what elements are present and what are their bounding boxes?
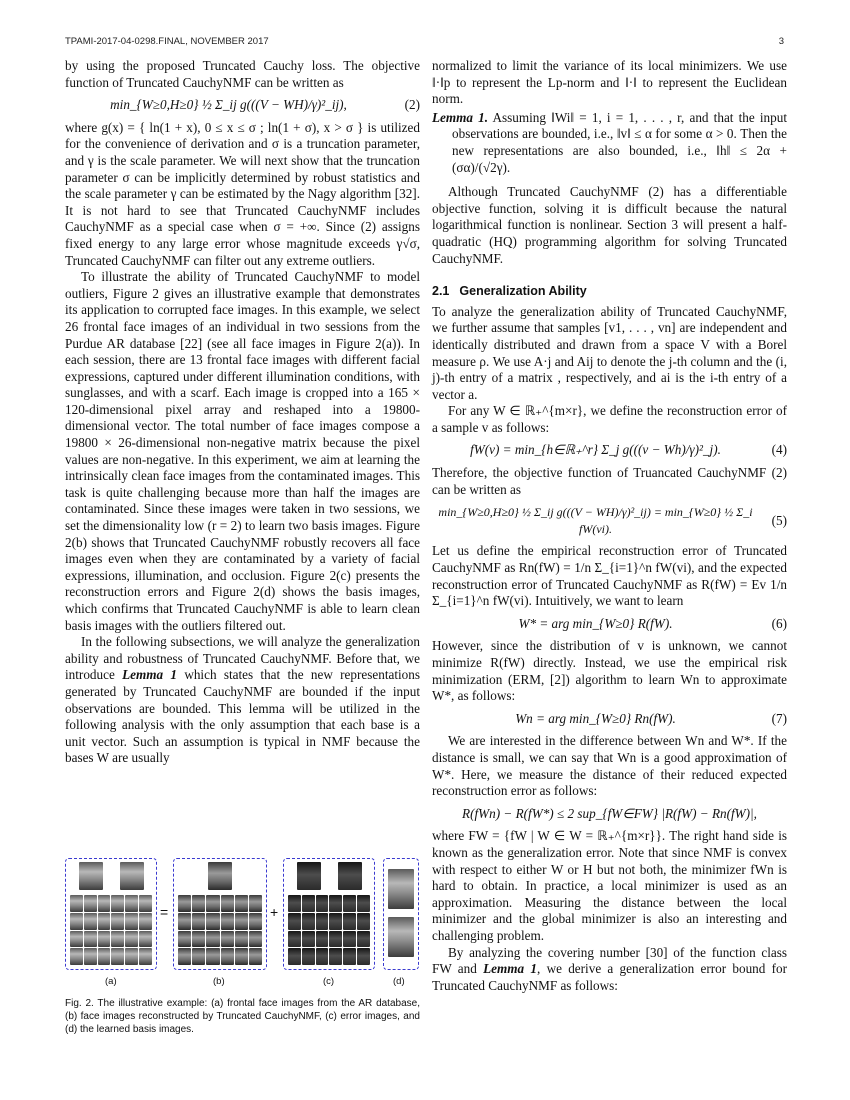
face-thumbnail: [84, 895, 97, 912]
face-thumbnail: [111, 948, 124, 965]
equation-number: (4): [771, 442, 787, 458]
equation-5: [432, 504, 787, 537]
face-thumbnail: [70, 931, 83, 948]
face-image: [120, 862, 144, 890]
face-thumbnail: [192, 948, 205, 965]
face-thumbnail: [329, 948, 342, 965]
right-column: [432, 58, 787, 994]
panel-label-d: (d): [393, 976, 405, 987]
face-thumbnail: [111, 913, 124, 930]
face-thumbnail: [249, 948, 262, 965]
face-thumbnail: [206, 931, 219, 948]
face-thumbnail: [192, 895, 205, 912]
paragraph: by using the proposed Truncated Cauchy loss. The objective function of Truncated CauchyNMF can be written as: [65, 58, 420, 90]
basis-image: [388, 917, 414, 957]
paragraph-text: In the following subsections, we will analyze the generalization ability and robustness of Truncated CauchyNMF. Before that, we introduce: [65, 634, 420, 683]
equals-sign: =: [160, 904, 169, 920]
face-thumbnail: [178, 895, 191, 912]
paragraph: We are interested in the difference between Wn and W*. If the distance is small, we can say that Wn is a good approximation of W*. Here, we measure the distance of their reduced expected reconstruction error as follows:: [432, 733, 787, 799]
equation-6: [432, 616, 787, 633]
face-image: [297, 862, 321, 890]
panel-label-c: (c): [323, 976, 335, 987]
face-thumbnail: [357, 948, 370, 965]
equation-body: fW(v) = min_{h∈ℝ₊^r} Σ_j g(((v − Wh)/γ)²_j).: [470, 442, 721, 458]
face-thumbnail: [192, 931, 205, 948]
face-thumbnail: [316, 913, 329, 930]
face-thumbnail: [139, 948, 152, 965]
face-thumbnail: [125, 895, 138, 912]
face-thumbnail: [302, 931, 315, 948]
equation-number: (5): [771, 512, 787, 528]
panel-a-original-faces: [65, 858, 157, 970]
basis-image: [388, 869, 414, 909]
face-thumbnail: [111, 895, 124, 912]
panel-c-error-images: [283, 858, 375, 970]
paragraph: For any W ∈ ℝ₊^{m×r}, we define the reconstruction error of a sample v as follows:: [432, 403, 787, 435]
paragraph-text: By analyzing the covering number [30] of the function class FW and: [432, 944, 787, 977]
face-thumbnail: [343, 913, 356, 930]
face-thumbnail: [357, 895, 370, 912]
face-thumbnail: [288, 895, 301, 912]
page-number: 3: [778, 36, 784, 47]
face-thumbnail: [98, 948, 111, 965]
paragraph: where FW = {fW | W ∈ W = ℝ₊^{m×r}}. The right hand side is known as the generalization error. Note that since NMF is convex with respect to either W or H but not both, the minimizer fWn is hard to obtain. In practice, a local minimizer is used as an approximation. Measuring the distance between the local minimizer and the global minimizer is also an interesting and challenging problem.: [432, 828, 787, 943]
equation-bound: [432, 806, 787, 823]
face-thumbnail: [70, 895, 83, 912]
lemma-1: [432, 110, 787, 176]
face-thumbnail: [249, 931, 262, 948]
section-title: Generalization Ability: [459, 284, 587, 299]
face-thumbnail: [343, 948, 356, 965]
face-thumbnail: [288, 913, 301, 930]
face-thumbnail: [235, 931, 248, 948]
face-thumbnail: [316, 931, 329, 948]
face-thumbnail: [98, 913, 111, 930]
face-thumbnail: [84, 948, 97, 965]
figure-2: [65, 858, 420, 1035]
paragraph: Although Truncated CauchyNMF (2) has a differentiable objective function, solving it is difficult because the natural logarithmical function is nonlinear. Section 3 will present a half-quadratic (HQ) programming algorithm for solving Truncated CauchyNMF.: [432, 184, 787, 266]
equation-body: min_{W≥0,H≥0} ½ Σ_ij g(((V − WH)/γ)²_ij) = min_{W≥0} ½ Σ_i fW(vi).: [438, 505, 753, 536]
paragraph: [65, 634, 420, 767]
lemma-reference: Lemma 1: [122, 667, 178, 683]
face-thumbnail: [302, 913, 315, 930]
face-thumbnail: [70, 913, 83, 930]
face-thumbnail: [98, 931, 111, 948]
equation-number: (2): [404, 97, 420, 113]
face-thumbnail: [84, 931, 97, 948]
face-thumbnail: [235, 913, 248, 930]
equation-body: Wn = arg min_{W≥0} Rn(fW).: [515, 710, 676, 726]
lemma-reference: Lemma 1: [483, 961, 538, 977]
paragraph: [432, 945, 787, 995]
paragraph: To analyze the generalization ability of Truncated CauchyNMF, we further assume that samples [v1, . . . , vn] are independent and identically distributed and drawn from a space V with a Borel measure ρ. We use A·j and Aij to denote the j-th column and the (i, j)-th entry of a matrix , respectively, and ai is the i-th entry of a vector a.: [432, 303, 787, 402]
face-thumbnail: [288, 948, 301, 965]
face-thumbnail: [235, 948, 248, 965]
lemma-label: Lemma 1.: [432, 109, 489, 125]
equation-body: R(fWn) − R(fW*) ≤ 2 sup_{fW∈FW} |R(fW) − Rn(fW)|,: [462, 805, 757, 821]
paragraph: However, since the distribution of v is unknown, we cannot minimize R(fW) directly. Instead, we use the empirical risk minimization (ERM, [2]) algorithm to learn Wn to approximate W*, as follows:: [432, 638, 787, 704]
equation-2: [65, 97, 420, 114]
paragraph: To illustrate the ability of Truncated CauchyNMF to model outliers, Figure 2 gives an illustrative example that demonstrates its application to corrupted face images. In this example, we select 26 frontal face images of an individual in two sessions from the Purdue AR database [22] (see all face images in Figure 2(a)). In each session, there are 13 frontal face images with different facial expressions, captured under different illumination conditions, with sunglasses, and with a scarf. Each image is cropped into a 165 × 120-dimensional pixel array and reshaped into a 19800-dimensional vector. The total number of face images compose a 19800 × 26-dimensional non-negative matrix because the pixel values are non-negative. In this experiment, we aim at learning the intrinsically clean face images from the contaminated images. This task is quite challenging because more than half the images are contaminated. Since these images were taken in two sessions, we set the dimensionality low (r = 2) to learn two basis images. Figure 2(b) shows that Truncated CauchyNMF robustly recovers all face images even when they are contaminated by a variety of facial expressions, illumination, and occlusion. Figure 2(c) presents the reconstruction errors and Figure 2(d) shows the basis images, which confirms that Truncated CauchyNMF is able to learn clean basis images with the outliers filtered out.: [65, 269, 420, 633]
face-thumbnail: [70, 948, 83, 965]
face-thumbnail: [221, 948, 234, 965]
face-thumbnail: [206, 948, 219, 965]
face-thumbnail: [249, 895, 262, 912]
face-thumbnail: [249, 913, 262, 930]
figure-panels: [65, 858, 420, 968]
equation-7: [432, 711, 787, 728]
face-thumbnail: [221, 913, 234, 930]
face-image: [208, 862, 232, 890]
paragraph: Let us define the empirical reconstruction error of Truncated CauchyNMF as Rn(fW) = 1/n Σ_{i=1}^n fW(vi), and the expected reconstruction error of Truncated CauchyNMF as R(fW) = Ev 1/n Σ_{i=1}^n fW(vi). Intuitively, we want to learn: [432, 543, 787, 609]
face-thumbnail: [221, 895, 234, 912]
face-thumbnail: [302, 948, 315, 965]
left-column: [65, 58, 420, 767]
face-thumbnail: [139, 913, 152, 930]
face-thumbnail: [316, 895, 329, 912]
face-thumbnail: [98, 895, 111, 912]
equation-body: min_{W≥0,H≥0} ½ Σ_ij g(((V − WH)/γ)²_ij),: [110, 97, 347, 113]
face-thumbnail: [111, 931, 124, 948]
panel-b-reconstructed-faces: [173, 858, 267, 970]
face-thumbnail: [206, 913, 219, 930]
lemma-text: Assuming ‖Wi‖ = 1, i = 1, . . . , r, and that the input observations are bounded, i.e., ‖v‖ ≤ α for some α > 0. Then the new representations are also bounded, i.e., ‖h‖ ≤ 2α + (σα)/(√2γ).: [452, 109, 787, 175]
paragraph-text: which states that the new representations generated by Truncated CauchyNMF are bounded if the input observations are bounded. This lemma will be utilized in the following analysis with the only assumption that each base is a unit vector. Such an assumption is typical in NMF because the bases W are usually: [65, 667, 420, 766]
equation-number: (7): [771, 710, 787, 726]
figure-caption: Fig. 2. The illustrative example: (a) frontal face images from the AR database, (b) face images reconstructed by Truncated CauchyNMF, (c) error images, and (d) the learned basis images.: [65, 998, 420, 1035]
face-thumbnail: [329, 931, 342, 948]
face-thumbnail: [288, 931, 301, 948]
paragraph-text: , we derive a generalization error bound for Truncated CauchyNMF as follows:: [432, 961, 787, 993]
face-thumbnail: [357, 913, 370, 930]
face-thumbnail: [343, 895, 356, 912]
face-thumbnail: [125, 948, 138, 965]
face-thumbnail: [329, 895, 342, 912]
equation-body: W* = arg min_{W≥0} R(fW).: [518, 615, 673, 631]
equation-number: (6): [771, 615, 787, 631]
face-thumbnail: [316, 948, 329, 965]
face-thumbnail: [343, 931, 356, 948]
face-thumbnail: [178, 948, 191, 965]
face-thumbnail: [235, 895, 248, 912]
face-thumbnail: [178, 931, 191, 948]
face-thumbnail: [139, 895, 152, 912]
face-thumbnail: [178, 913, 191, 930]
face-thumbnail: [139, 931, 152, 948]
face-image: [338, 862, 362, 890]
plus-sign: +: [270, 904, 279, 920]
face-thumbnail: [125, 913, 138, 930]
section-heading: [432, 283, 787, 300]
face-thumbnail: [192, 913, 205, 930]
paragraph: Therefore, the objective function of Truancated CauchyNMF (2) can be written as: [432, 465, 787, 497]
paragraph: normalized to limit the variance of its local minimizers. We use ‖·‖p to represent the Lp-norm and ‖·‖ to represent the Euclidean norm.: [432, 58, 787, 107]
panel-label-a: (a): [105, 976, 117, 987]
face-thumbnail: [125, 931, 138, 948]
panel-d-basis-images: [383, 858, 419, 970]
face-thumbnail: [206, 895, 219, 912]
running-header: TPAMI-2017-04-0298.FINAL, NOVEMBER 2017: [65, 36, 269, 47]
face-thumbnail: [357, 931, 370, 948]
panel-label-b: (b): [213, 976, 225, 987]
equation-4: [432, 442, 787, 459]
face-thumbnail: [84, 913, 97, 930]
paragraph: where g(x) = { ln(1 + x), 0 ≤ x ≤ σ ; ln(1 + σ), x > σ } is utilized for the convenience of derivation and σ is a truncation parameter, and γ is the scale parameter. We will next show that the truncation parameter σ can be implicitly determined by robust statistics and the scale parameter γ can be estimated by the Nagy algorithm [32]. It is not hard to see that Truncated CauchyNMF includes CauchyNMF as a special case when σ = +∞. Since (2) assigns fixed energy to any large error whose magnitude exceeds γ√σ, Truncated CauchyNMF can filter out any extreme outliers.: [65, 119, 420, 268]
face-image: [79, 862, 103, 890]
face-thumbnail: [302, 895, 315, 912]
face-thumbnail: [221, 931, 234, 948]
face-thumbnail: [329, 913, 342, 930]
section-number: 2.1: [432, 284, 450, 299]
